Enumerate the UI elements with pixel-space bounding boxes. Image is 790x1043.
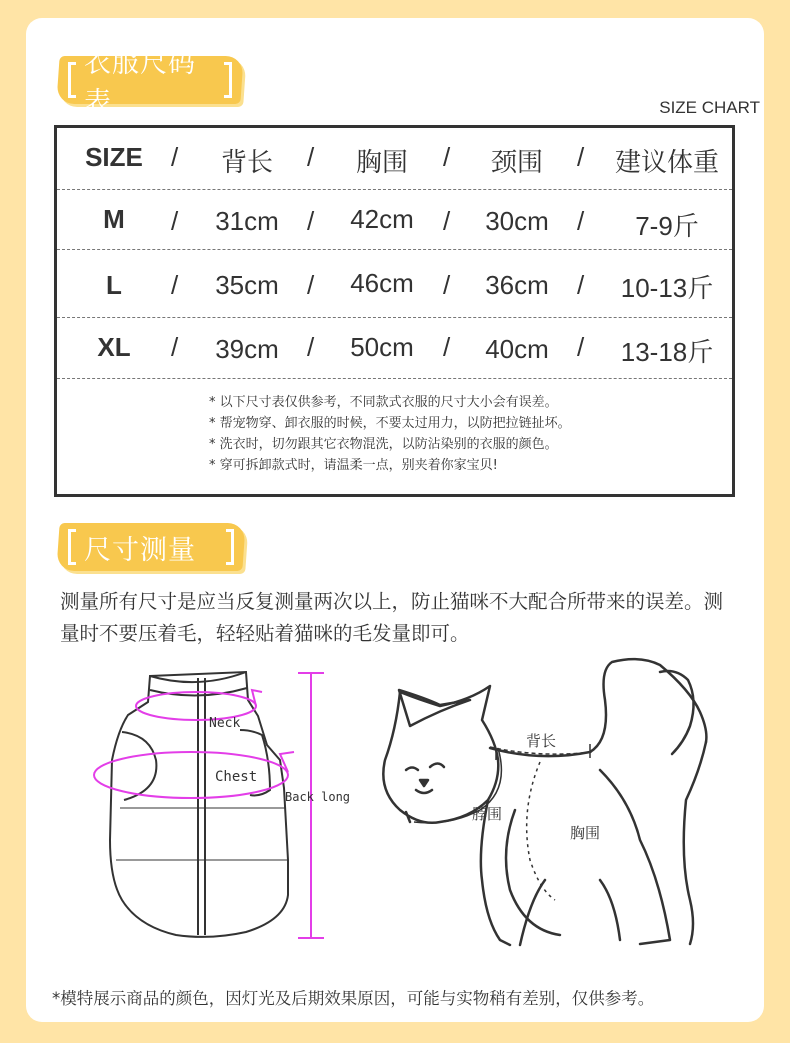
separator: / xyxy=(577,206,585,236)
cat-neck-label: 脖围 xyxy=(472,805,503,823)
neck-cell: 40cm xyxy=(485,334,549,364)
garment-back-label: Back long xyxy=(285,790,351,804)
garment-chest-label: Chest xyxy=(215,769,258,785)
separator: / xyxy=(577,142,585,172)
separator: / xyxy=(307,270,315,300)
cat-illustration xyxy=(383,659,706,945)
back-cell: 39cm xyxy=(215,334,279,364)
garment-illustration xyxy=(110,672,288,937)
note-line: * 穿可拆卸款式时，请温柔一点，别夹着你家宝贝! xyxy=(209,458,498,473)
separator: / xyxy=(171,142,179,172)
separator: / xyxy=(307,332,315,362)
separator: / xyxy=(577,270,585,300)
weight-cell: 7-9斤 xyxy=(635,211,699,241)
size-cell: L xyxy=(106,270,122,300)
neck-cell: 36cm xyxy=(485,270,549,300)
size-chart-en-label: SIZE CHART xyxy=(659,98,760,117)
garment-neck-label: Neck xyxy=(209,716,241,731)
chest-cell: 42cm xyxy=(350,204,414,234)
separator: / xyxy=(307,206,315,236)
header-size: SIZE xyxy=(85,142,143,172)
separator: / xyxy=(443,270,451,300)
separator: / xyxy=(443,142,451,172)
weight-cell: 13-18斤 xyxy=(620,337,714,367)
header-weight: 建议体重 xyxy=(614,147,719,177)
chest-cell: 50cm xyxy=(350,332,414,362)
note-line: * 以下尺寸表仅供参考，不同款式衣服的尺寸大小会有误差。 xyxy=(209,395,558,410)
size-cell: M xyxy=(103,204,125,234)
cat-back-label: 背长 xyxy=(526,732,557,750)
size-cell: XL xyxy=(97,332,131,362)
neck-cell: 30cm xyxy=(485,206,549,236)
note-line: * 洗衣时，切勿跟其它衣物混洗，以防沾染别的衣服的颜色。 xyxy=(209,437,558,452)
color-disclaimer: *模特展示商品的颜色，因灯光及后期效果原因，可能与实物稍有差别，仅供参考。 xyxy=(52,989,655,1008)
separator: / xyxy=(171,270,179,300)
chest-cell: 46cm xyxy=(350,268,414,298)
separator: / xyxy=(443,206,451,236)
note-line: * 帮宠物穿、卸衣服的时候，不要太过用力，以防把拉链扯坏。 xyxy=(209,416,571,431)
back-cell: 31cm xyxy=(215,206,279,236)
header-neck: 颈围 xyxy=(490,147,543,177)
separator: / xyxy=(171,206,179,236)
measurement-title: 尺寸测量 xyxy=(84,534,196,566)
back-cell: 35cm xyxy=(215,270,279,300)
garment-measure-marks xyxy=(94,673,324,938)
header-chest: 胸围 xyxy=(355,147,408,177)
header-back: 背长 xyxy=(220,147,273,177)
separator: / xyxy=(577,332,585,362)
cat-measure-marks xyxy=(414,744,592,900)
separator: / xyxy=(307,142,315,172)
weight-cell: 10-13斤 xyxy=(620,273,714,303)
separator: / xyxy=(443,332,451,362)
size-chart-title: 衣服尺码表 xyxy=(84,48,196,118)
measurement-description: 测量所有尺寸是应当反复测量两次以上，防止猫咪不大配合所带来的误差。测量时不要压着毛，轻轻贴着猫咪的毛发量即可。 xyxy=(60,590,724,645)
separator: / xyxy=(171,332,179,362)
cat-chest-label: 胸围 xyxy=(570,824,601,842)
